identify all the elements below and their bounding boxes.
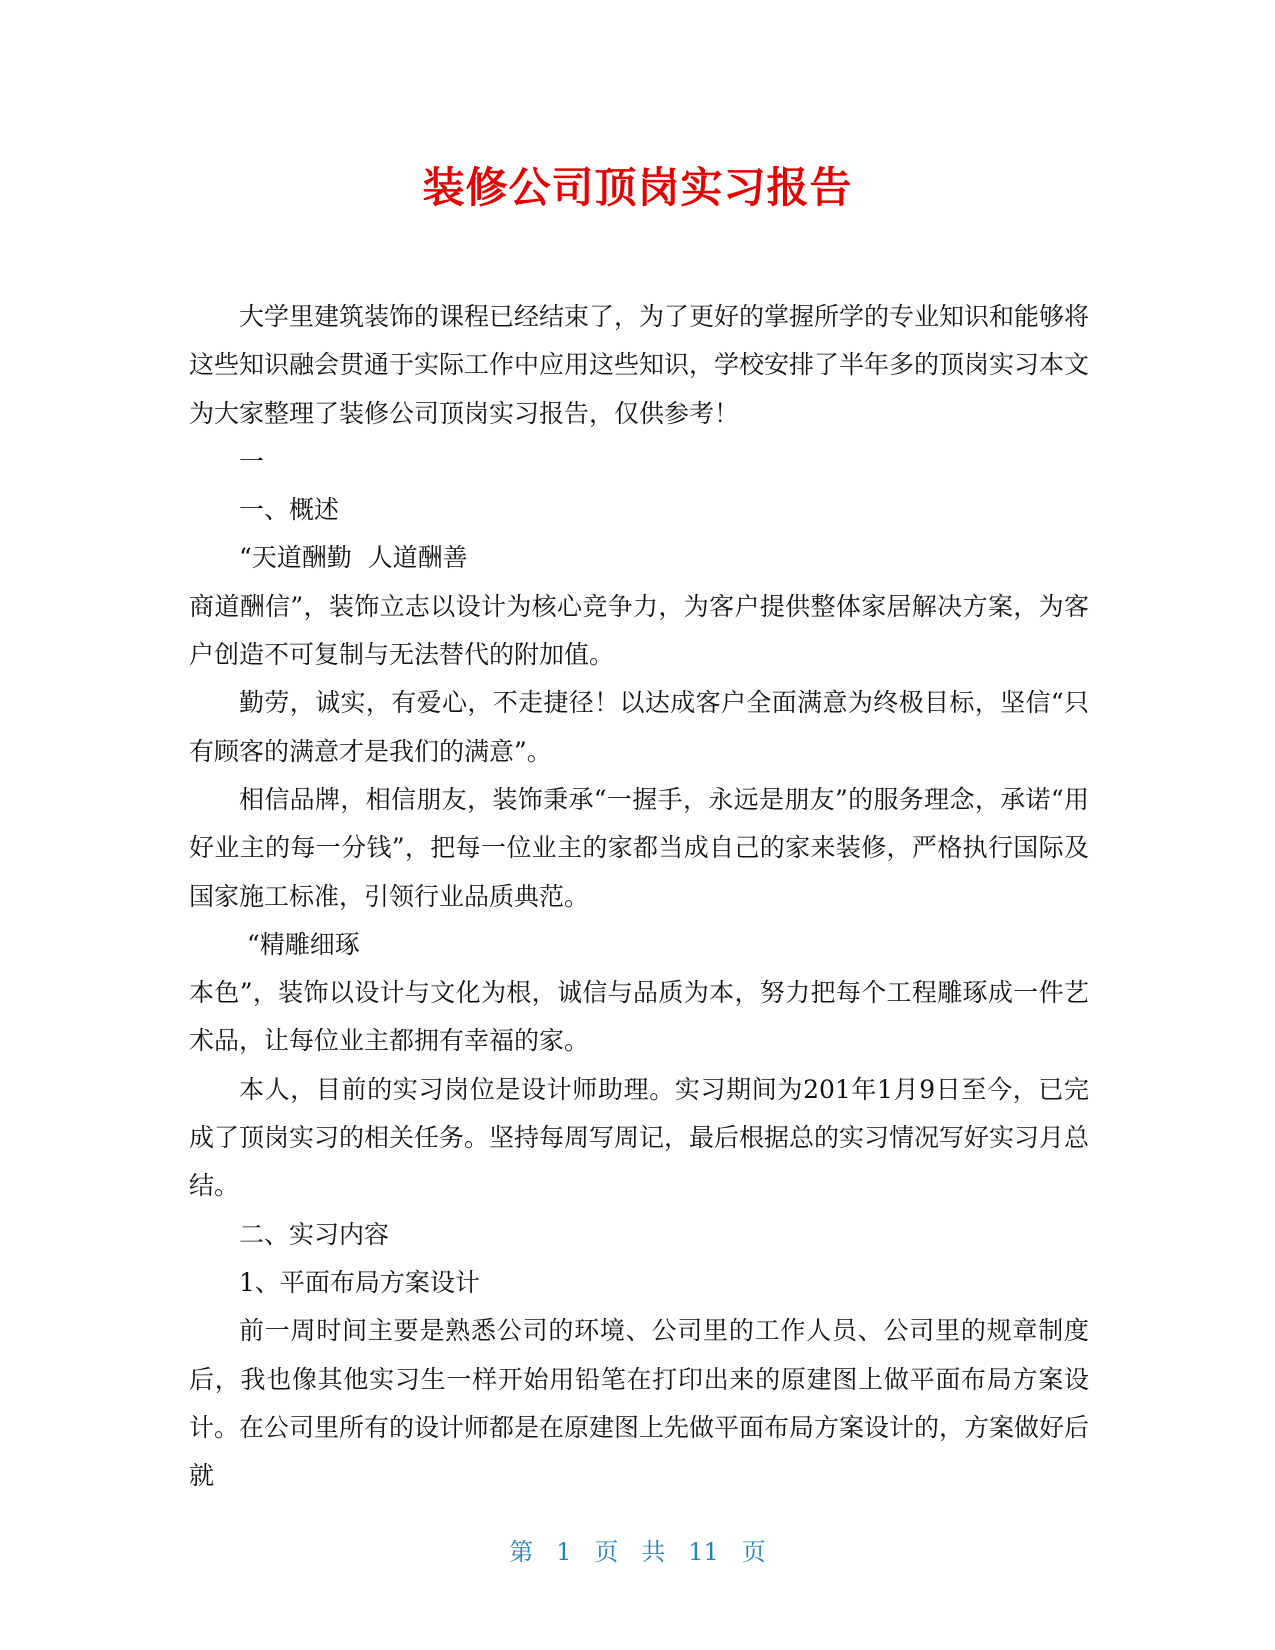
paragraph-motto-2-continued: 本色”，装饰以设计与文化为根，诚信与品质为本，努力把每个工程雕琢成一件艺术品，让每位业主都拥有幸福的家。 — [189, 978, 1089, 1056]
paragraph-values: 勤劳，诚实，有爱心，不走捷径！以达成客户全面满意为终极目标，坚信“只有顾客的满意才是我们的满意”。 — [189, 688, 1089, 766]
paragraph-motto-1-continued: 商道酬信”，装饰立志以设计为核心竞争力，为客户提供整体家居解决方案，为客户创造不可复制与无法替代的附加值。 — [189, 591, 1089, 670]
paragraph-motto-2: “精雕细琢 — [239, 929, 360, 959]
paragraph-motto-1: “天道酬勤 人道酬善 — [239, 543, 468, 573]
document-title: 装修公司顶岗实习报告 — [422, 163, 853, 212]
subsection-heading-layout: 1、平面布局方案设计 — [239, 1267, 480, 1297]
footer-label-page: 第 — [509, 1538, 534, 1566]
paragraph-section-marker: 一 — [239, 446, 265, 476]
footer-label-total: 共 — [641, 1538, 666, 1566]
section-heading-overview: 一、概述 — [239, 495, 340, 525]
footer-current-page: 1 — [556, 1538, 572, 1566]
page-number-footer — [0, 1536, 1275, 1568]
paragraph-layout-design: 前一周时间主要是熟悉公司的环境、公司里的工作人员、公司里的规章制度后，我也像其他实习生一样开始用铅笔在打印出来的原建图上做平面布局方案设计。在公司里所有的设计师都是在原建图上先做平面布局方案设计的，方案做好后就 — [189, 1316, 1090, 1491]
footer-label-total-unit: 页 — [741, 1538, 766, 1566]
paragraph-position: 本人，目前的实习岗位是设计师助理。实习期间为201年1月9日至今，已完成了顶岗实习的相关任务。坚持每周写周记，最后根据总的实习情况写好实习月总结。 — [189, 1074, 1090, 1201]
footer-label-page-unit: 页 — [594, 1538, 619, 1566]
paragraph-intro: 大学里建筑装饰的课程已经结束了，为了更好的掌握所学的专业知识和能够将这些知识融会贯通于实际工作中应用这些知识，学校安排了半年多的顶岗实习本文为大家整理了装修公司顶岗实习报告，仅供参考！ — [189, 302, 1090, 428]
section-heading-content: 二、实习内容 — [239, 1219, 390, 1249]
document-body — [189, 293, 1089, 1500]
footer-total-pages: 11 — [688, 1538, 719, 1566]
paragraph-brand: 相信品牌，相信朋友，装饰秉承“一握手，永远是朋友”的服务理念，承诺“用好业主的每一分钱”，把每一位业主的家都当成自己的家来装修，严格执行国际及国家施工标准，引领行业品质典范。 — [189, 784, 1089, 911]
